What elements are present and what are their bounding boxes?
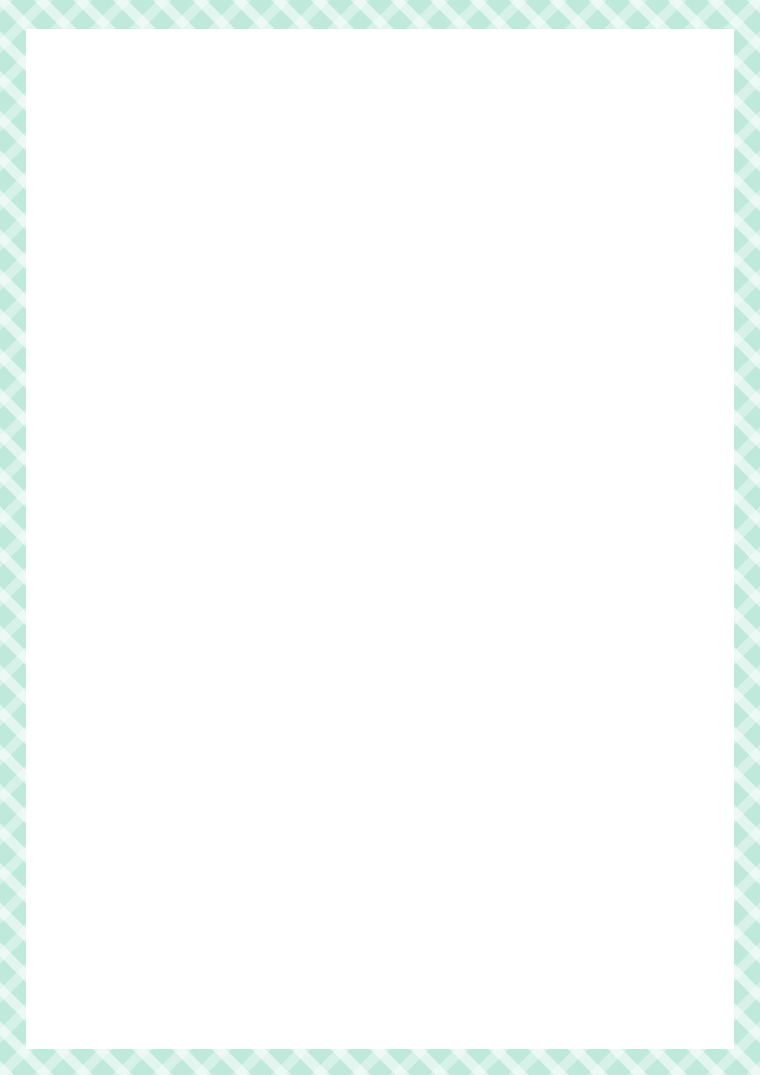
lyrics-card [26,29,734,1049]
tete-a-modeler-logo [330,980,442,1036]
